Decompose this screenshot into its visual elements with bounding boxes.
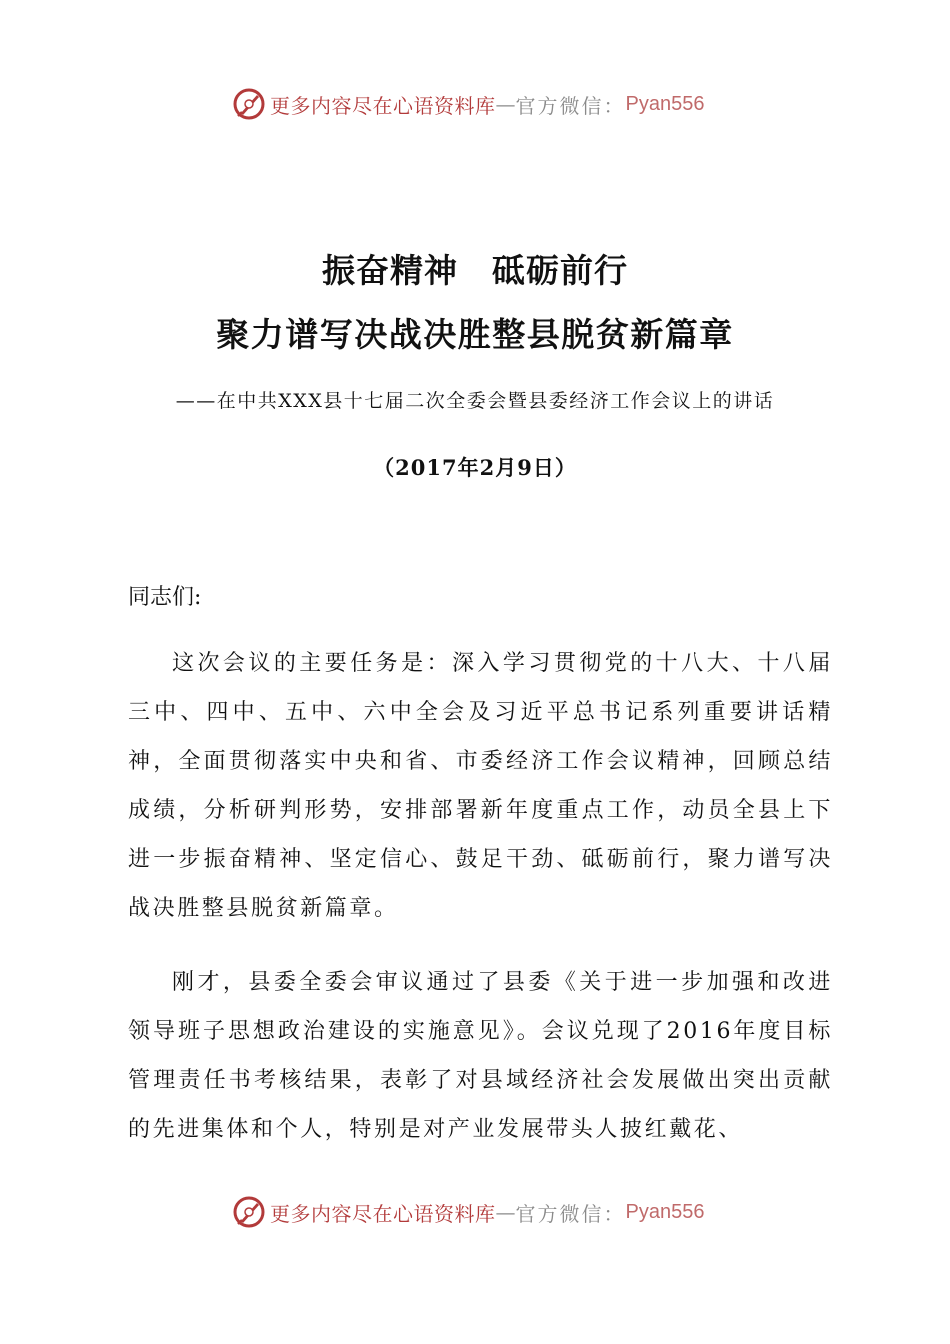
banner-separator: — bbox=[495, 92, 516, 116]
banner-source-text: 更多内容尽在心语资料库 bbox=[270, 1201, 496, 1226]
header-banner bbox=[0, 82, 950, 126]
body-paragraph-2: 刚才，县委全委会审议通过了县委《关于进一步加强和改进领导班子思想政治建设的实施意见》。会议兑现了2016年度目标管理责任书考核结果，表彰了对县域经济社会发展做出突出贡献的先进集体和个人，特别是对产业发展带头人披红戴花、 bbox=[128, 970, 833, 1142]
banner-wechat-id: Pyan556 bbox=[625, 92, 705, 115]
banner-wechat-label: 官方微信： bbox=[515, 1201, 626, 1226]
document-date: （2017年2月9日） bbox=[373, 455, 577, 480]
document-title-line-2: 聚力谱写决战决胜整县脱贫新篇章 bbox=[216, 315, 734, 354]
salutation: 同志们: bbox=[128, 585, 202, 610]
document-subtitle: ——在中共XXX县十七届二次全委会暨县委经济工作会议上的讲话 bbox=[175, 390, 775, 412]
footer-banner-content bbox=[232, 1190, 704, 1234]
footer-banner bbox=[0, 1190, 950, 1234]
banner-wechat-id: Pyan556 bbox=[625, 1200, 705, 1223]
banner-wechat-label: 官方微信： bbox=[515, 93, 626, 118]
body-paragraph-1: 这次会议的主要任务是：深入学习贯彻党的十八大、十八届三中、四中、五中、六中全会及习近平总书记系列重要讲话精神，全面贯彻落实中央和省、市委经济工作会议精神，回顾总结成绩，分析研判形势，安排部署新年度重点工作，动员全县上下进一步振奋精神、坚定信心、鼓足干劲、砥砺前行，聚力谱写决战决胜整县脱贫新篇章。 bbox=[128, 651, 833, 921]
header-banner-content bbox=[232, 82, 704, 126]
banner-separator: — bbox=[495, 1200, 516, 1224]
document-title-line-1: 振奋精神 砥砺前行 bbox=[322, 251, 628, 290]
banner-source-text: 更多内容尽在心语资料库 bbox=[270, 93, 496, 118]
quill-pen-seal-icon bbox=[232, 1195, 266, 1229]
quill-pen-seal-icon bbox=[232, 87, 266, 121]
